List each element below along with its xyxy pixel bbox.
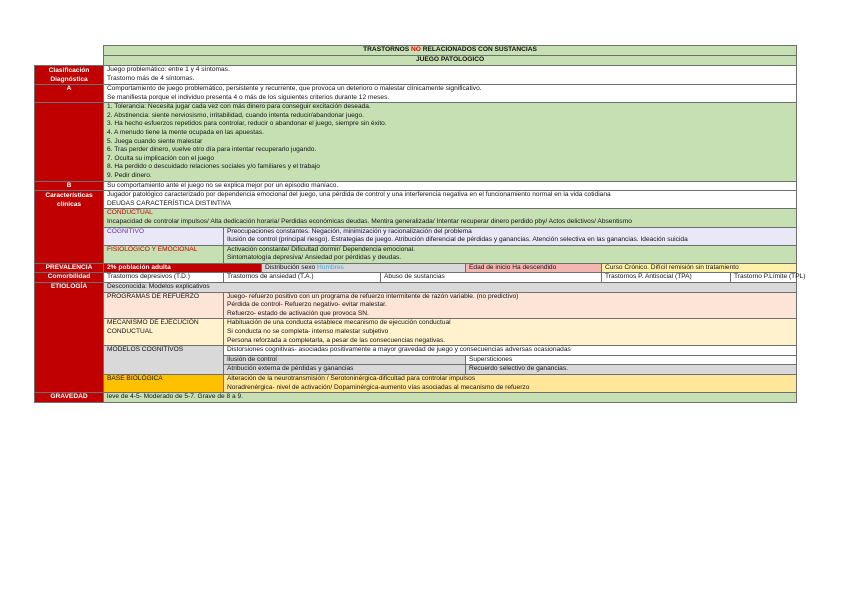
label-criterio-a: A xyxy=(35,85,104,103)
label-clasificacion: Clasificación Diagnóstica xyxy=(35,66,104,85)
criterion-item: 7. Oculta su implicación con el juego xyxy=(107,154,215,162)
biologica-label: BASE BIOLÓGICA xyxy=(104,375,224,393)
cognitivos-label: MODELOS COGNITIVOS xyxy=(104,346,224,375)
header-subtitle: JUEGO PATOLOGICO xyxy=(104,56,797,66)
label-criterio-a-list xyxy=(35,103,104,181)
gravedad-content: leve de 4-5- Moderado de 5-7. Grave de 8 a 9. xyxy=(104,393,797,403)
caracteristicas-intro: Jugador patológico caracterizado por dependencia emocional del juego, una pérdida de control y una interferencia negativa en el funcionamiento normal en la vida cotidiana DEUDAS CARACTERÍSTICA DISTINTIVA xyxy=(104,191,797,209)
header-title: TRASTORNOS NO RELACIONADOS CON SUSTANCIAS xyxy=(104,46,797,56)
recuerdo-cell: Recuerdo selectivo de ganancias. xyxy=(466,365,797,375)
prevalencia-curso: Curso Crónico. Difícil remisión sin tratamiento xyxy=(602,263,797,273)
criteria-list xyxy=(104,103,797,181)
conductual-section: CONDUCTUAL Incapacidad de controlar impulsos/ Alta dedicación horaria/ Perdidas económicas deudas. Mentira generalizada/ Intentar recuperar dinero perdido pby/ Actos delictivos/ Absentismo xyxy=(104,209,797,227)
cognitivo-content: Preocupaciones constantes. Negación, minimización y racionalización del problema Ilusión de control (principal riesgo). Estrategias de juego. Atribución diferencial de pérdidas y ganancias. Atención selectiva en las ganancias. Ideación suicida xyxy=(224,227,797,245)
label-comorbilidad: Comorbilidad xyxy=(35,273,104,283)
criterion-item: 9. Pedir dinero. xyxy=(107,171,152,179)
criterion-item: 8. Ha perdido o descuidado relaciones sociales y/o familiares y el trabajo xyxy=(107,163,320,171)
etiologia-desconocida: Desconocida: Modelos explicativos xyxy=(104,283,797,293)
supersticiones-cell: Supersticiones xyxy=(466,355,797,365)
label-criterio-b: B xyxy=(35,181,104,191)
criterio-a-content: Comportamiento de juego problemático, persistente y recurrente, que provoca un deterioro o malestar clínicamente significativo. Se manifiesta porque el individuo presenta 4 o más de los siguientes criterios durante 12 meses. xyxy=(104,85,797,103)
refuerzo-content: Juego- refuerzo positivo con un programa de refuerzo intermitente de razón variable. (no predictivo) Pérdida de control- Refuerzo negativo- evitar malestar. Refuerzo- estado de activación que provoca SN. xyxy=(224,292,797,319)
ilusion-cell: Ilusión de control xyxy=(224,355,466,365)
comorbilidad-item: Trastornos P. Antisocial (TPA) xyxy=(602,273,731,283)
prevalencia-sexo: Distribución sexo Hombres xyxy=(262,263,466,273)
clasificacion-content: Juego problemático: entre 1 y 4 síntomas. Trastorno más de 4 síntomas. xyxy=(104,66,797,85)
prevalencia-edad: Edad de inicio Ha descendido xyxy=(466,263,602,273)
fisiologico-content: Activación constante/ Dificultad dormir/ Dependencia emocional. Sintomatología depresiva/ Ansiedad por pérdidas y deudas. xyxy=(224,245,797,263)
criterion-item: 2. Abstinencia: siente nerviosismo, irritabilidad, cuando intenta reducir/abandonar juego. xyxy=(107,111,364,119)
criterion-item: 5. Juega cuando siente malestar xyxy=(107,137,203,145)
comorbilidad-item: Trastornos depresivos (T.D.) xyxy=(104,273,224,283)
label-gravedad: GRAVEDAD xyxy=(35,393,104,403)
comorbilidad-item: Trastorno P.Límite (TPL) xyxy=(731,273,797,283)
prevalencia-poblacion: 2% población adulta xyxy=(104,263,262,273)
refuerzo-label: PROGRAMAS DE REFUERZO xyxy=(104,292,224,319)
cognitivo-label: COGNITIVO xyxy=(104,227,224,245)
biologica-content: Alteración de la neurotransmisión / Serotoninérgica-dificultad para controlar impulsos Noradrenérgica- nivel de activación/ Dopaminérgica-aumento vías asociadas al mecanismo de refuerzo xyxy=(224,375,797,393)
distorsiones-cell: Distorsiones cognitivas- asociadas positivamente a mayor gravedad de juego y consecuencias adversas ocasionadas xyxy=(224,346,797,356)
comorbilidad-item: Abuso de sustancias xyxy=(381,273,602,283)
comorbilidad-item: Trastornos de ansiedad (T.A.) xyxy=(224,273,381,283)
diagnostic-table xyxy=(34,45,806,403)
label-etiologia: ETIOLOGÍA xyxy=(35,283,104,393)
atribucion-cell: Atribución externa de pérdidas y ganancias xyxy=(224,365,466,375)
criterion-item: 6. Tras perder dinero, vuelve otro día para intentar recuperarlo jugando. xyxy=(107,146,317,154)
criterion-item: 4. A menudo tiene la mente ocupada en las apuestas. xyxy=(107,128,264,136)
criterio-b-content: Su comportamiento ante el juego no se explica mejor por un episodio maníaco. xyxy=(104,181,797,191)
label-prevalencia: PREVALENCIA xyxy=(35,263,104,273)
label-caracteristicas: Características clínicas xyxy=(35,191,104,264)
criterion-item: 3. Ha hecho esfuerzos repetidos para controlar, reducir o abandonar el juego, siempre sin éxito. xyxy=(107,120,387,128)
mecanismo-label: MECANISMO DE EJECUCIÓN CONDUCTUAL xyxy=(104,319,224,346)
mecanismo-content: Habituación de una conducta establece mecanismo de ejecución conductual Si conducta no se completa- intenso malestar subjetivo Persona reforzada a completarla, a pesar de las consecuencias negativas. xyxy=(224,319,797,346)
fisiologico-label: FISIOLÓGICO Y EMOCIONAL xyxy=(104,245,224,263)
criterion-item: 1. Tolerancia: Necesita jugar cada vez con más dinero para conseguir excitación deseada. xyxy=(107,103,371,111)
